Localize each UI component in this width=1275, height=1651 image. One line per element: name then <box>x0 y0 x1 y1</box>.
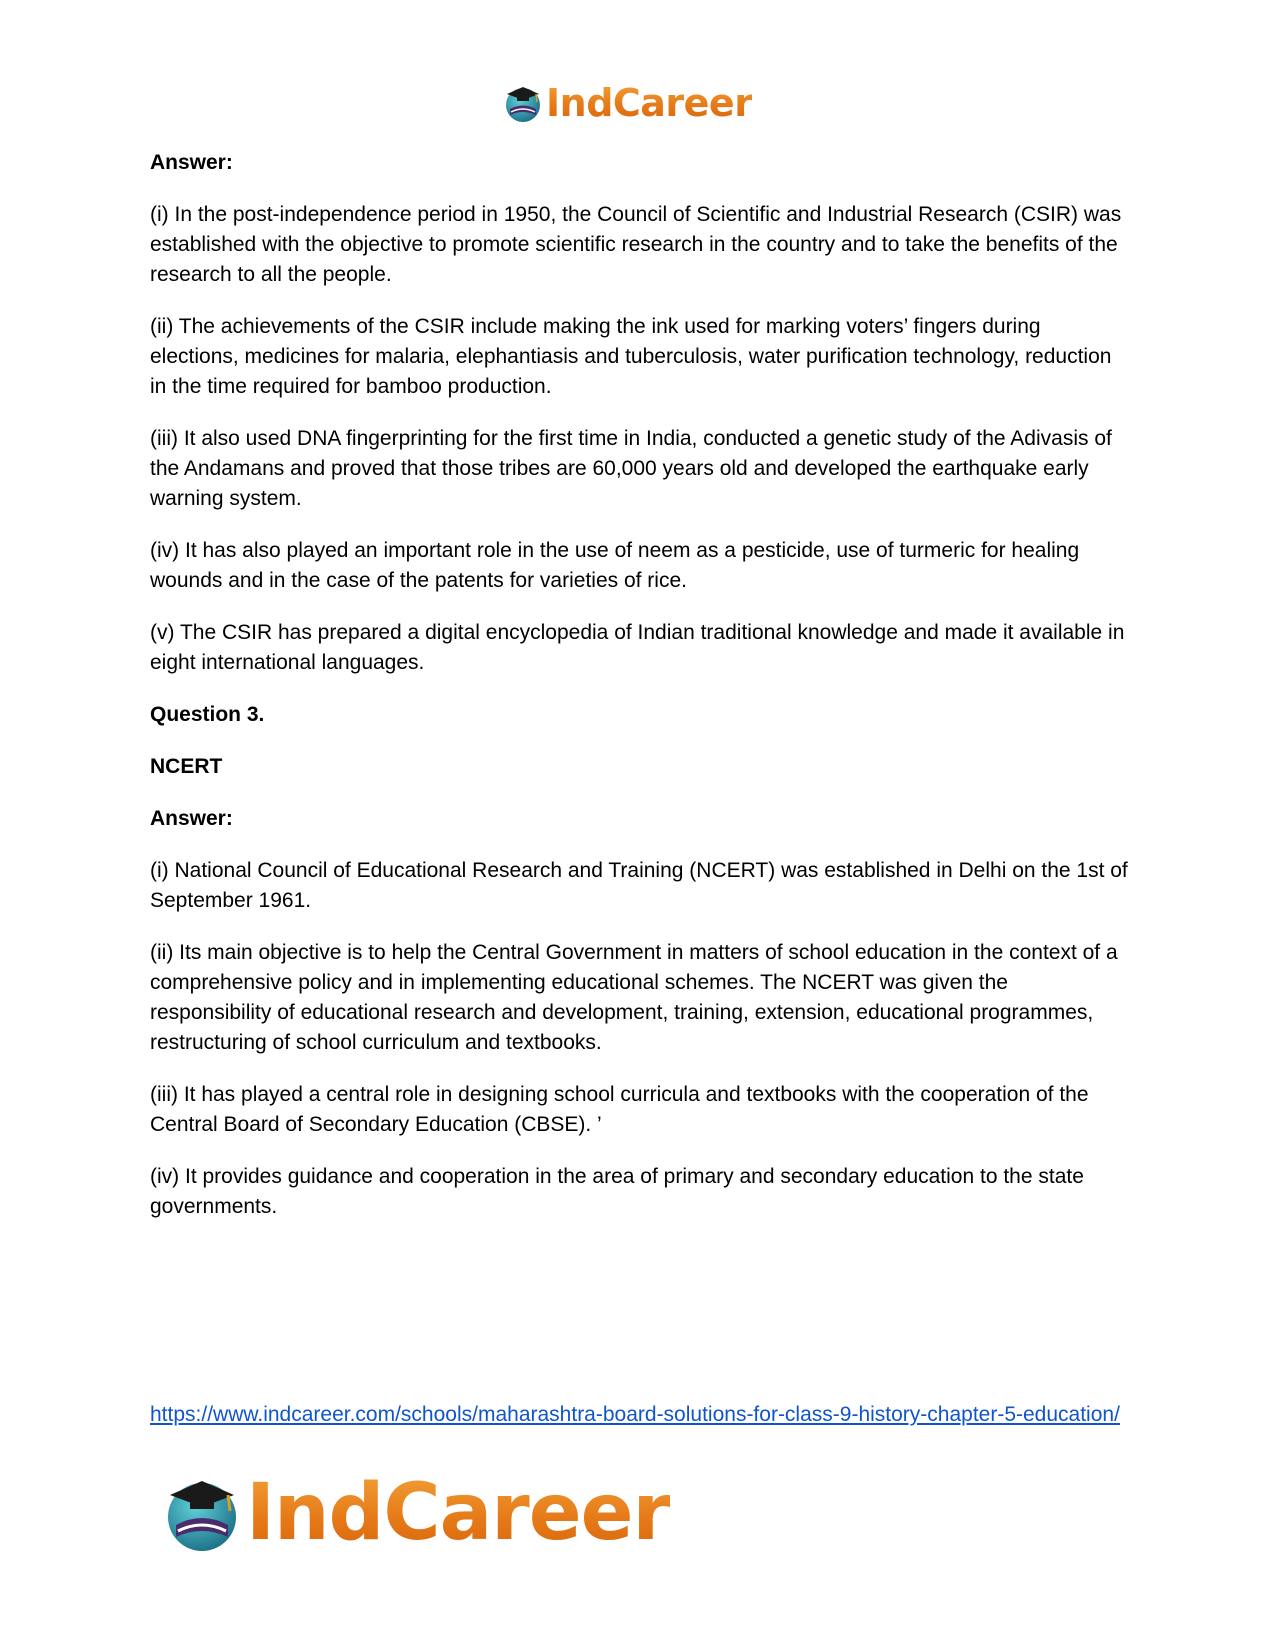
answer-paragraph: (i) National Council of Educational Research and Training (NCERT) was established in Delhi on the 1st of September 1961. <box>150 859 1128 912</box>
answer-paragraph: (iii) It has played a central role in designing school curricula and textbooks with the cooperation of the Central Board of Secondary Education (CBSE). ’ <box>150 1083 1089 1136</box>
answer-paragraph: (iv) It has also played an important role in the use of neem as a pesticide, use of turmeric for healing wounds and in the case of the patents for varieties of rice. <box>150 539 1080 592</box>
main-content <box>150 148 1130 1222</box>
graduation-cap-book-globe-icon <box>160 1471 244 1555</box>
answer-paragraph: (ii) The achievements of the CSIR include making the ink used for marking voters’ fingers during elections, medicines for malaria, elephantiasis and tuberculosis, water purification technology, reduction in the time required for bamboo production. <box>150 315 1112 398</box>
header-logo <box>502 78 752 128</box>
footer-logo <box>160 1468 670 1558</box>
question-heading: Question 3. <box>150 703 265 726</box>
answer-paragraph: (iv) It provides guidance and cooperation in the area of primary and secondary education to the state governments. <box>150 1165 1084 1218</box>
answer-paragraph: (ii) Its main objective is to help the Central Government in matters of school education in the context of a comprehensive policy and in implementing educational schemes. The NCERT was given the responsibility of educational research and development, training, extension, educational programmes, restructuring of school curriculum and textbooks. <box>150 941 1118 1054</box>
answer-heading: Answer: <box>150 807 233 830</box>
graduation-cap-book-globe-icon <box>502 82 544 124</box>
logo-wordmark: IndCareer <box>246 1468 670 1558</box>
logo-wordmark: IndCareer <box>546 81 753 125</box>
answer-paragraph: (i) In the post-independence period in 1950, the Council of Scientific and Industrial Research (CSIR) was established with the objective to promote scientific research in the country and to take the benefits of the research to all the people. <box>150 203 1122 286</box>
answer-paragraph: (iii) It also used DNA fingerprinting for the first time in India, conducted a genetic study of the Adivasis of the Andamans and proved that those tribes are 60,000 years old and developed the earthquake early warning system. <box>150 427 1112 510</box>
answer-heading: Answer: <box>150 151 233 174</box>
source-url-link[interactable]: https://www.indcareer.com/schools/maharashtra-board-solutions-for-class-9-history-chapter-5-education/ <box>150 1403 1120 1426</box>
answer-paragraph: (v) The CSIR has prepared a digital encyclopedia of Indian traditional knowledge and made it available in eight international languages. <box>150 621 1125 674</box>
question-topic: NCERT <box>150 755 223 778</box>
